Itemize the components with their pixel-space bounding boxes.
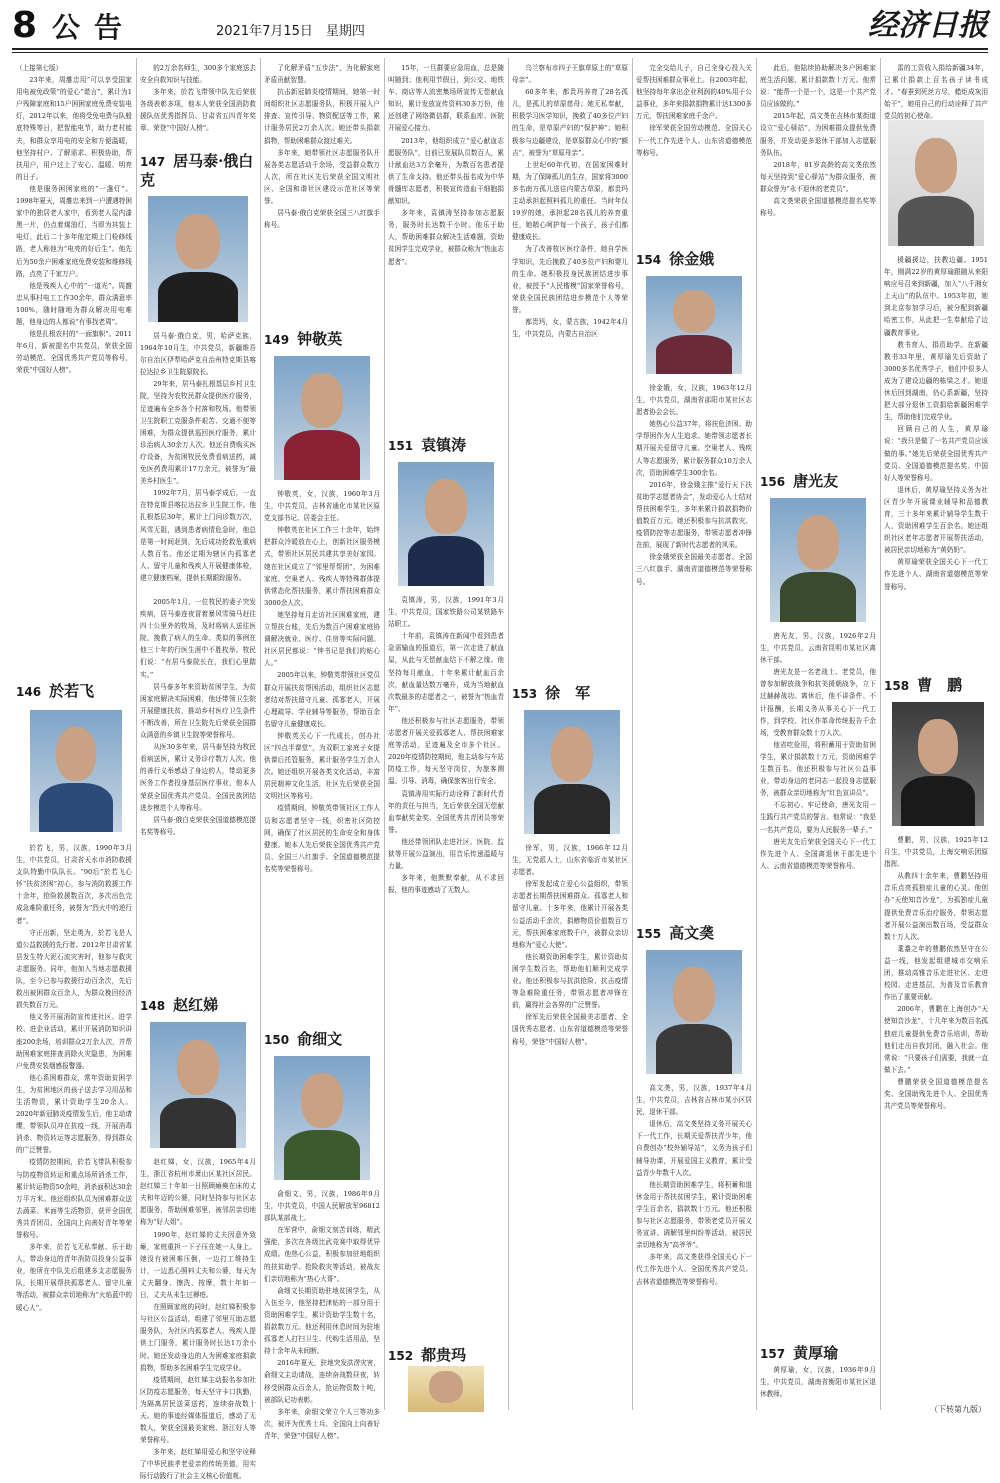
article-paragraph: 徐军荣获全国劳动模范、全国关心下一代工作先进个人、山东省道德模范等称号。 [636,124,752,157]
article-paragraph: 完全交给儿子，自己全身心投入关爱帮扶困难群众事业上。自2003年起，他坚持每年拿出企业利润的40%用于公益事业，多年来捐款捐物累计达1300多万元，帮扶困难家庭千余户。 [636,64,752,121]
profile-number: 148 [140,999,166,1013]
profile-heading [512,684,590,703]
article-column-7 [760,62,876,460]
profile-number: 155 [636,927,662,941]
article-paragraph: 他长期资助困难学生，将积蓄和退休金用于帮扶贫困学生，累计资助困难学生百余名，捐款数十万元。他还积极参与社区志愿服务，带领老党员开展义务宣讲、调解邻里纠纷等活动，被居民亲切地称为“高爷爷”。 [636,1180,752,1250]
article-paragraph: 多年来，袁镇涛坚持参加志愿服务，服务时长达数千小时。他乐于助人，帮助困难群众解决生活难题，资助贫困学生完成学业，被群众称为“热血志愿者”。 [388,209,504,266]
article-paragraph: 袁镇涛用实际行动诠释了新时代青年的责任与担当，先后荣获全国无偿献血奉献奖金奖、全国优秀共青团员等荣誉。 [388,789,504,834]
column-divider [880,58,881,1410]
article-paragraph: 徐军发起成立爱心公益组织，带领志愿者长期帮扶困难群众、孤寡老人和留守儿童。十多年来，他累计开展各类公益活动千余次，捐赠物资价值数百万元，帮扶困难家庭数千户，被群众亲切地称为“爱心大使”。 [512,880,628,949]
article-paragraph: 从医30多年来，居马泰坚持为牧民看病送医，累计义务诊疗数万人次。他的善行义举感动了身边的人，带动更多医务工作者投身基层医疗事业，他本人荣获全国优秀共产党员、全国民族团结进步模范个人等称号。 [140,743,256,812]
page-number: 8 [12,5,38,46]
article-column-7c [760,1364,876,1408]
article-paragraph: 於若飞，男，汉族，1990年3月生，中共党员，甘肃省天水市消防救援支队特勤中队队长。“90后”於若飞心怀“扶贫济困”初心，参与消防救援工作十余年，抢险救援数百次，多次出色完成急难险重任务，被誉为“烈火中的逆行者”。 [16,844,132,925]
article-column-2c [140,596,256,992]
profile-heading [140,996,218,1015]
column-divider [632,58,633,1410]
article-paragraph: 退休后，高文䶮坚持义务开展关心下一代工作，长期关爱帮扶青少年，他自费创办“校外辅导站”，义务为孩子们辅导功课，开展爱国主义教育，累计受益青少年数千人次。 [636,1120,752,1177]
profile-name: 黄厚瑜 [793,1344,839,1362]
profile-heading [760,1344,838,1363]
continued-footnote: （下转第九版） [930,1405,986,1414]
article-column-2d [140,1156,256,1481]
article-paragraph: 黄厚瑜，女，汉族，1936年9月生，中共党员，湖南省衡阳市某社区退休教师。 [760,1366,876,1399]
article-paragraph: 守正出新，坚走勇为，於若飞是人道公益救援的先行者。2012年甘肃省某县发生特大泥石流灾害时，他参与救灾志愿服务。同年，他加入当地志愿救援队，至今已参与救援行动百余次，先后救出被困群众百余人，为群众挽回经济损失数百万元。 [16,928,132,1010]
article-column-1b [16,842,132,1408]
article-paragraph: 徐金娥，女，汉族，1963年12月生，中共党员，湖南省邵阳市某社区志愿者协会会长。 [636,384,752,417]
profile-photo [770,498,866,622]
article-paragraph: 他还带领团队走进社区、医院、监狱等开展公益演出，用音乐传递温暖与力量。 [388,837,504,871]
article-column-3c [264,1188,380,1440]
article-paragraph: 她热心公益37年，将扶危济困、助学帮困作为人生追求。她带领志愿者长期开展关爱留守儿童、空巢老人、残疾人等志愿服务，累计服务群众10万余人次，资助困难学生300余名。 [636,420,752,477]
article-paragraph: 乌兰察布市四子王旗草原上的“草原母亲”。 [512,64,628,85]
article-paragraph: 23年来，周雒忠用“可以享受国家用电被免政策”的爱心“谎言”，累计为1户残障家庭和15户困困家庭免费安装电灯，2012年以来，他将受免电费与队般底特殊等日，把智能电节，助力老村能夫，和群众享用电的安全和方便温暖，他坚持村户、了解需求、积极协助，帮扶用户，用户过上了安心、温暖、明亮的日子。 [16,76,132,181]
profile-name: 高文䶮 [669,924,715,942]
article-paragraph: 唐光友，男，汉族，1926年2月生，中共党员，云南省昆明市某社区离休干部。 [760,632,876,665]
article-paragraph: 高文䶮荣获全国道德模范提名奖等称号。 [760,197,876,218]
article-paragraph: 在军营中，俞细文刻苦训练，精武强能，多次在各级比武竞赛中取得优异成绩。他热心公益，积极参加驻地组织的扶贫助学、抢险救灾等活动，被战友们亲切地称为“热心大哥”。 [264,1226,380,1283]
article-paragraph: 多年来，於若飞带领中队先后荣获各级表彰多项，他本人荣获全国消防救援队伍优秀指挥员、甘肃省五四青年奖章、荣登“中国好人榜”。 [140,88,256,133]
profile-name: 袁镇涛 [421,436,467,454]
profile-photo [888,120,984,246]
profile-name: 赵红娣 [173,996,219,1014]
article-paragraph: 居马泰多年来资助贫困学生，为贫困家庭解决实际困难，他还带领卫生院开展健康扶贫，推动乡村医疗卫生条件不断改善，所在卫生院先后荣获全国群众满意的乡镇卫生院等荣誉称号。 [140,682,256,740]
article-paragraph: 他是残疾人心中的“一道光”。周雒忠从事村电工工作30余年，群众满意率100%，随时随地为群众解决用电难题，他身边的人都说“有事找老周”。 [16,281,132,326]
article-paragraph: 他省吃俭用，将积蓄用于资助贫困学生，累计捐款数十万元，资助困难学生数百名。他还积极参与社区公益事业，带动身边的老同志一起投身志愿服务，被群众亲切地称为“红色宣讲员”。 [760,740,876,798]
article-column-5b [512,842,628,1408]
article-column-1 [16,62,132,670]
column-divider [756,58,757,1410]
article-paragraph: 他长期资助困难学生，累计资助贫困学生数百名，帮助他们顺利完成学业。他还积极参与抗洪抢险、抗击疫情等急难险重任务，带领志愿者冲锋在前，赢得社会各界的广泛赞誉。 [512,952,628,1010]
profile-heading [884,676,962,695]
article-paragraph: 2005年以来，钟敬英带领社区党员群众开展扶贫帮困活动，组织社区志愿者结对帮扶留守儿童、孤寡老人，开展心理疏导、学业辅导等服务，帮助百余名留守儿童健康成长。 [264,671,380,728]
article-column-6 [636,62,752,242]
article-paragraph: 居马泰·俄白克荣获全国道德模范提名奖等称号。 [140,815,256,836]
article-column-4b [388,594,504,1340]
profile-number: 146 [16,685,42,699]
article-paragraph: 赵红娣，女，汉族，1965年4月生，浙江省杭州市萧山区某社区居民。赵红娣三十年如一日照顾瘫痪在床的丈夫和年迈的公婆，同时坚持参与社区志愿服务，帮助困难邻里，被邻居亲切地称为“好大姐”。 [140,1158,256,1227]
article-column-8 [884,62,988,121]
article-paragraph: 多年来，高文䶮获得全国关心下一代工作先进个人、全国优秀共产党员、吉林省道德模范等荣誉称号。 [636,1253,752,1286]
profile-photo [274,1056,370,1180]
profile-photo [646,950,742,1074]
profile-name: 都贵玛 [421,1346,467,1364]
profile-name: 徐金娥 [669,250,715,268]
article-paragraph: 他是服务困困家庭的“一盏灯”。1998年夏天，周雒忠来到一户遭遇特困家中的独居老人家中，看到老人屋内漆黑一片，仍点着煤油灯，当即为其装上电灯，此后二十多年他定期上门检修线路，老人称他为“电亮的好后生”。他先后为50余户困难家庭免费安装和维修线路，点亮了千家万户。 [16,184,132,278]
article-paragraph: 多年来，赵红娣用爱心和坚守诠释了中华民族孝老爱亲的传统美德，用实际行动践行了社会主义核心价值观。 [140,1448,256,1481]
article-column-2 [140,62,256,146]
profile-heading [636,924,714,943]
article-column-7b [760,630,876,1338]
profile-number: 153 [512,687,538,701]
column-divider [260,58,261,1410]
article-paragraph: 钟敬英关心下一代成长，创办社区“四点半课堂”，为双职工家庭子女提供课后托管服务，累计服务学生万余人次。她还组织开展各类文化活动，丰富居民精神文化生活，社区先后荣获全国文明社区等称号。 [264,731,380,801]
profile-number: 149 [264,333,290,347]
article-paragraph: 多年来，於若飞无私奉献、乐于助人，带动身边的青年消防员投身公益事业，他所在中队先后组建多支志愿服务队，长期开展帮扶孤寡老人、留守儿童等活动，被群众亲切地称为“火焰蓝中的暖心人”。 [16,1243,132,1312]
article-paragraph: 抗击新冠肺炎疫情期间，她第一时间组织社区志愿服务队，积极开展入户排查、宣传引导、物资配送等工作，累计服务居民2万余人次。她还带头捐款捐物，帮助困难群众渡过难关。 [264,88,380,145]
header-rule-thin [12,52,988,53]
profile-heading [140,152,258,189]
article-paragraph: 2018年，81岁高龄的高文䶮依然每天坚持到“爱心驿站”为群众服务，被群众誉为“永不退休的老党员”。 [760,160,876,193]
article-paragraph: 的2万余名师生，300多个家庭送去安全自救知识与技能。 [140,64,256,85]
profile-number: 151 [388,439,414,453]
profile-heading [388,436,466,455]
article-column-8c [884,834,988,1394]
article-paragraph: 上世纪60年代初，在国家困难时期，为了保障孤儿的生存，国家将3000多名南方孤儿送往内蒙古草原，都贵玛主动承担起照料孤儿的重任。当时年仅19岁的她，承担起28名孤儿的养育重任，她精心呵护每一个孩子，孩子们都健康成长。 [512,160,628,242]
profile-photo [274,356,370,480]
article-paragraph: 2005年1月，一位牧民的妻子突发疾病，居马泰连夜冒着暴风雪骑马赶往四十公里外的牧场，及时将病人送往医院，挽救了病人的生命。类似的事例在他三十年的行医生涯中不胜枚举。牧民们说：“有居马泰院长在，我们心里踏实。” [140,598,256,679]
column-divider [136,58,137,1410]
profile-heading [636,250,714,269]
article-paragraph: 他心系困难群众，常年资助贫困学生，为贫困地区的孩子送去学习用品和生活物资，累计资助学生20余人。2020年新冠肺炎疫情发生后，他主动请缨，带领队员冲在抗疫一线，开展消毒消杀、物资转运等志愿服务，得到群众的广泛赞誉。 [16,1073,132,1155]
article-paragraph: 此后，他陆续协助解决多户困难家庭生活问题，累计捐款数十万元。他常说：“能帮一个是一个，这是一个共产党员应该做的。” [760,64,876,109]
article-paragraph: 他还积极参与社区志愿服务，带领志愿者开展关爱孤寡老人、帮扶困难家庭等活动，足迹遍及全市多个社区。2020年疫情防控期间，他主动参与车站防疫工作，每天坚守岗位，为旅客测温、引导、消毒，确保旅客出行安全。 [388,716,504,786]
profile-photo [30,710,122,832]
profile-number: 157 [760,1347,786,1361]
article-paragraph: 她坚持每月走访社区困难家庭，建立帮扶台账，先后为数百户困难家庭协调解决就业、医疗、住房等实际问题。社区居民都说：“钟书记是我们的贴心人。” [264,610,380,668]
article-paragraph: 黄厚瑜荣获全国关心下一代工作先进个人、湖南省道德模范等荣誉称号。 [884,558,988,591]
profile-photo [892,702,984,826]
profile-number: 158 [884,679,910,693]
article-paragraph: 2016年夏天，驻地突发洪涝灾害，俞细文主动请战，连续奋战数昼夜，转移受困群众百余人，抢运物资数十吨，被部队记功表彰。 [264,1359,380,1404]
profile-name: 俞细文 [297,1030,343,1048]
issue-date: 2021年7月15日 星期四 [216,24,365,39]
header-rule [12,48,988,50]
article-paragraph: 不忘初心、牢记使命，唐光友用一生践行共产党员的誓言。他常说：“我是一名共产党员，要为人民服务一辈子。” [760,801,876,834]
article-paragraph: 60多年来，都贵玛养育了28名孤儿，是孤儿的草原慈母；她无私奉献，积极学习医学知识，挽救了40多位产妇的生命，是草原产妇的“保护神”；她积极参与边疆建设，是草原群众心中的“额吉”，被誉为“草原母亲”。 [512,88,628,157]
article-paragraph: 钟敬英，女，汉族，1960年3月生，中共党员，吉林省通化市某社区原党支部书记、居委会主任。 [264,490,380,523]
article-paragraph: 徐军先后荣获全国最美志愿者、全国优秀志愿者、山东省道德模范等荣誉称号，荣登“中国好人榜”。 [512,1013,628,1046]
article-paragraph: 耄耋之年的曹鹏依然坚守在公益一线，他发起组建城市交响乐团，推动高雅音乐走进社区、走进校园、走进基层，为普及音乐教育作出了重要贡献。 [884,944,988,1002]
profile-name: 唐光友 [793,472,839,490]
column-divider [508,58,509,1410]
article-paragraph: 15年，一旦群要应急用血，总是随叫随到；他利用节假日，到公交、地铁车、商店等人流密集场所宣传无偿献血知识，累计发放宣传资料30多万份，他还创建了网络微信群，联系血库、医院开展爱心接力。 [388,64,504,133]
profile-photo [398,462,494,586]
article-paragraph: 俞细文，男，汉族，1986年9月生，中共党员，中国人民解放军96812部队某部战士。 [264,1190,380,1223]
article-paragraph: 1992年7月，居马泰学成后，一直在特克斯县喀拉达拉乡卫生院工作。他扎根基层30年，累计上门问诊数万次，风雪无阻，遇到患者病情危急时，他总是第一时间赶到，先后成功抢救危重病人数百名。他还定期为辖区内孤寡老人、留守儿童和残疾人开展健康体检，建立健康档案，提供长期跟踪服务。 [140,489,256,582]
article-paragraph: 多年来，俞细文荣立个人三等功多次，被评为优秀士兵、全国向上向善好青年，荣登“中国好人榜”。 [264,1407,380,1440]
article-column-6c [636,1082,752,1408]
article-paragraph: 居马泰·俄白克，男，哈萨克族，1964年10月生，中共党员，新疆维吾尔自治区伊犁哈萨克自治州特克斯县喀拉达拉乡卫生院原院长。 [140,332,256,377]
profile-photo [148,196,248,322]
article-paragraph: 2013年，他组织成立“爱心献血志愿服务队”，目前已发展队员数百人，累计献血达3万余毫升，为数百名患者提供了生命支持。他还带头报名成为中华骨髓库志愿者，积极宣传造血干细胞捐献知识。 [388,136,504,206]
profile-heading [264,1030,342,1049]
profile-number: 156 [760,475,786,489]
profile-photo [150,1022,246,1148]
article-paragraph: 曹鹏荣获全国道德模范提名奖、全国助残先进个人、全国优秀共产党员等荣誉称号。 [884,1077,988,1111]
article-paragraph: 疫情防控期间，於若飞带队积极参与防疫物资转运和重点场所消杀工作，累计转运物资50余吨，消杀面积达30余万平方米。他还组织队员为困难群众送去蔬菜、米面等生活物资，获评全国优秀共青团员、全国向上向善好青年等荣誉称号。 [16,1158,132,1239]
profile-photo [646,276,742,374]
article-paragraph: 钟敬英在社区工作三十余年，始终把群众冷暖放在心上，创新社区服务模式，带领社区居民共建共享美好家园。她在社区成立了“邻里帮帮团”，为困难家庭、空巢老人、残疾人等特殊群体提供常态化帮扶服务，累计帮扶困难群众3000余人次。 [264,526,380,607]
article-paragraph: 十年前，袁镇涛在新闻中看到患者急需输血的报道后，第一次走进了献血屋，从此与无偿献血结下不解之缘。他坚持每月献血，十年来累计献血百余次，献血量达数万毫升，成为当地献血次数最多的志愿者之一，被誉为“热血青年”。 [388,632,504,713]
article-paragraph: 他义务开展消防宣传进社区、进学校、进企业活动，累计开展消防知识讲座200余场，培训群众2万余人次，并帮助困难家庭排查消除火灾隐患，为困难户免费安装烟感报警器。 [16,1013,132,1070]
article-paragraph: 为了改善牧区医疗条件，她自学医学知识，先后挽救了40多位产妇和婴儿的生命。她积极投身民族团结进步事业，被授予“人民楷模”国家荣誉称号，荣获全国民族团结进步模范个人等荣誉。 [512,245,628,314]
profile-name: 钟敬英 [297,330,343,348]
article-paragraph: 从教四十余年来，曹鹏坚持用音乐点亮孤独症儿童的心灵。他创办“天使知音沙龙”，为孤独症儿童提供免费音乐治疗服务，带领志愿者开展公益演出数百场，受益群众数十万人次。 [884,872,988,941]
article-paragraph: 袁镇涛，男，汉族，1991年3月生，中共党员，国家铁路公司某铁路车站职工。 [388,596,504,629]
article-paragraph: 在照顾家庭的同时，赵红娣积极参与社区公益活动，组建了邻里互助志愿服务队，为社区内孤寡老人、残疾人提供上门服务，累计服务时长达1万余小时。她还发动身边的人为困难家庭捐款捐物，帮助多名困难学生完成学业。 [140,1303,256,1372]
article-column-3b [264,488,380,1022]
profile-number: 150 [264,1033,290,1047]
article-paragraph: 都贵玛，女，蒙古族，1942年4月生，中共党员，内蒙古自治区 [512,317,628,339]
profile-number: 154 [636,253,662,267]
article-paragraph: 他是扎根农村的“一面旗帜”。2011年6月，新被提名中共党员，荣获全国劳动模范、全国优秀共产党员等称号，荣获“中国好人榜”。 [16,330,132,375]
article-column-2b [140,330,256,590]
article-paragraph: 29年来，居马泰扎根基层乡村卫生院，坚持为农牧民群众提供医疗服务，足迹遍布全乡各个村落和牧场。他带领卫生院职工克服条件艰苦、交通不便等困难，为群众提供巡回医疗服务，累计诊治病人30余万人次。他还自费购买医疗设备，为贫困牧民免费看病送药，减免医药费用累计17万余元，被誉为“最美乡村医生”。 [140,380,256,486]
section-title: 公告 [52,11,137,44]
profile-heading [264,330,342,349]
continued-note: （上接第七版） [16,64,63,72]
profile-photo [408,1366,484,1412]
article-paragraph: 疫情期间，钟敬英带领社区工作人员和志愿者坚守一线，织密社区防控网，确保了社区居民的生命安全和身体健康。她本人先后荣获全国优秀共产党员、全国三八红旗手、全国道德模范提名奖等荣誉称号。 [264,804,380,873]
article-paragraph: 退休后，黄厚瑜坚持义务为社区青少年开展课业辅导和品德教育，三十多年来累计辅导学生数千人，资助困难学生百余名。她还组织社区老年志愿者开展帮扶活动，被居民亲切地称为“黄奶奶”。 [884,485,988,555]
article-column-3 [264,62,380,324]
profile-heading [388,1346,466,1365]
profile-number: 147 [140,155,166,169]
profile-name: 徐 军 [545,684,591,702]
article-paragraph: 唐光友是一名老战士、老党员，他曾参加解放战争和抗美援朝战争，立下过赫赫战功。离休后，他不讲条件、不计报酬，长期义务从事关心下一代工作，到学校、社区作革命传统报告千余场，受教育群众数十万人次。 [760,668,876,737]
article-paragraph: 多年来，她带领社区志愿服务队开展各类志愿活动千余场，受益群众数万人次，所在社区先后荣获全国文明社区、全国和谐社区建设示范社区等荣誉。 [264,148,380,206]
article-paragraph: 曹鹏，男，汉族，1925年12月生，中共党员，上海交响乐团原指挥。 [884,836,988,869]
article-paragraph: 俞细文长期资助驻地贫困学生，从入伍至今，他坚持把津贴的一部分用于资助困难学生，累计资助学生数十名，捐款数万元。他还利用休息时间为驻地孤寡老人打扫卫生、代购生活用品，坚持十余年从未间断。 [264,1286,380,1356]
masthead [12,6,988,46]
article-paragraph: 援疆援边，扶教边疆。1951年，刚满22岁的黄厚瑜跟随从来阳响应号召来到新疆，加入“八千湘女上天山”的队伍中。1953年初，她到北京参加学习后，被分配到新疆哈密工作，从此把一生奉献给了边疆教育事业。 [884,256,988,337]
profile-heading [16,682,94,701]
profile-name: 居马泰·俄白克 [140,152,254,189]
article-paragraph: 教书育人，捐资助学。在新疆教书33年里，黄厚瑜先后资助了3000多名优秀学子，他们中很多人成为了建设边疆的栋梁之才。她退休后回到湖南，仍心系新疆，坚持把大部分退休工资捐给新疆困难学生，帮助他们完成学业。 [884,340,988,422]
article-paragraph: 2006年，曹鹏在上海创办“天使知音沙龙”，十几年来为数百名孤独症儿童提供免费音乐培训，帮助他们走出自我封闭，融入社会。他常说：“只要孩子们需要，我就一直做下去。” [884,1005,988,1074]
article-paragraph: 多年来，他默默奉献，从不求回报，他的事迹感动了无数人。 [388,874,504,895]
article-column-4 [388,62,504,430]
article-paragraph: 徐军，男，汉族，1966年12月生，无党派人士，山东省临沂市某社区志愿者。 [512,844,628,877]
article-paragraph: 了化解矛盾“五步法”，为化解家庭矛盾贡献智慧。 [264,64,380,85]
article-column-6b [636,382,752,918]
article-paragraph: 2016年，徐金娥主推“爱行天下扶贫助学志愿者协会”，发动爱心人士结对帮扶困难学生，多年来累计捐款捐物价值数百万元。她还积极参与抗洪救灾、疫情防控等志愿服务，带领志愿者冲锋在前，展现了新时代志愿者的风采。 [636,480,752,550]
article-column-8b [884,254,988,662]
article-paragraph: 2015年起，高文䶮在吉林市某街道设立“爱心驿站”，为困难群众提供免费服务，并发动更多退休干部加入志愿服务队伍。 [760,112,876,157]
newspaper-logo: 经济日报 [868,8,988,43]
article-paragraph: 疫情期间，赵红娣主动报名参加社区防疫志愿服务，每天坚守卡口执勤，为隔离居民送菜送药，连续奋战数十天。她的事迹经媒体报道后，感动了无数人，荣获全国最美家庭、浙江好人等荣誉称号。 [140,1375,256,1445]
article-column-5 [512,62,628,662]
profile-photo [524,710,620,834]
article-paragraph: 雷的工资收入捐给新疆34年，已累计捐款上百名孩子读书成才。“春蚕到死丝方尽，蜡炬成灰泪始干”，她用自己的行动诠释了共产党员的初心使命。 [884,64,988,121]
column-divider [384,58,385,1410]
article-paragraph: 高文䶮，男，汉族，1937年4月生，中共党员，吉林省吉林市某小区居民，退休干部。 [636,1084,752,1117]
profile-name: 曹 鹏 [917,676,963,694]
profile-number: 152 [388,1349,414,1363]
article-paragraph: 唐光友先后荣获全国关心下一代工作先进个人、全国离退休干部先进个人、云南省道德模范等荣誉称号。 [760,837,876,870]
article-paragraph: 1990年，赵红娣的丈夫因意外致瘫，家庭重担一下子压在她一人身上。她没有被困难压倒，一边打工维持生计，一边悉心照料丈夫和公婆，每天为丈夫翻身、擦洗、按摩，数十年如一日，丈夫从未生过褥疮。 [140,1230,256,1300]
article-paragraph: 徐金娥荣获全国最美志愿者、全国三八红旗手、湖南省道德模范等荣誉称号。 [636,553,752,586]
article-paragraph: 居马泰·俄白克荣获全国三八红旗手称号。 [264,209,380,230]
profile-heading [760,472,838,491]
article-paragraph: 回顾自己的人生，黄厚瑜说：“我只是做了一名共产党员应该做的事。”她先后荣获全国优秀共产党员、全国道德模范提名奖、中国好人等荣誉称号。 [884,425,988,482]
profile-name: 於若飞 [49,682,95,700]
